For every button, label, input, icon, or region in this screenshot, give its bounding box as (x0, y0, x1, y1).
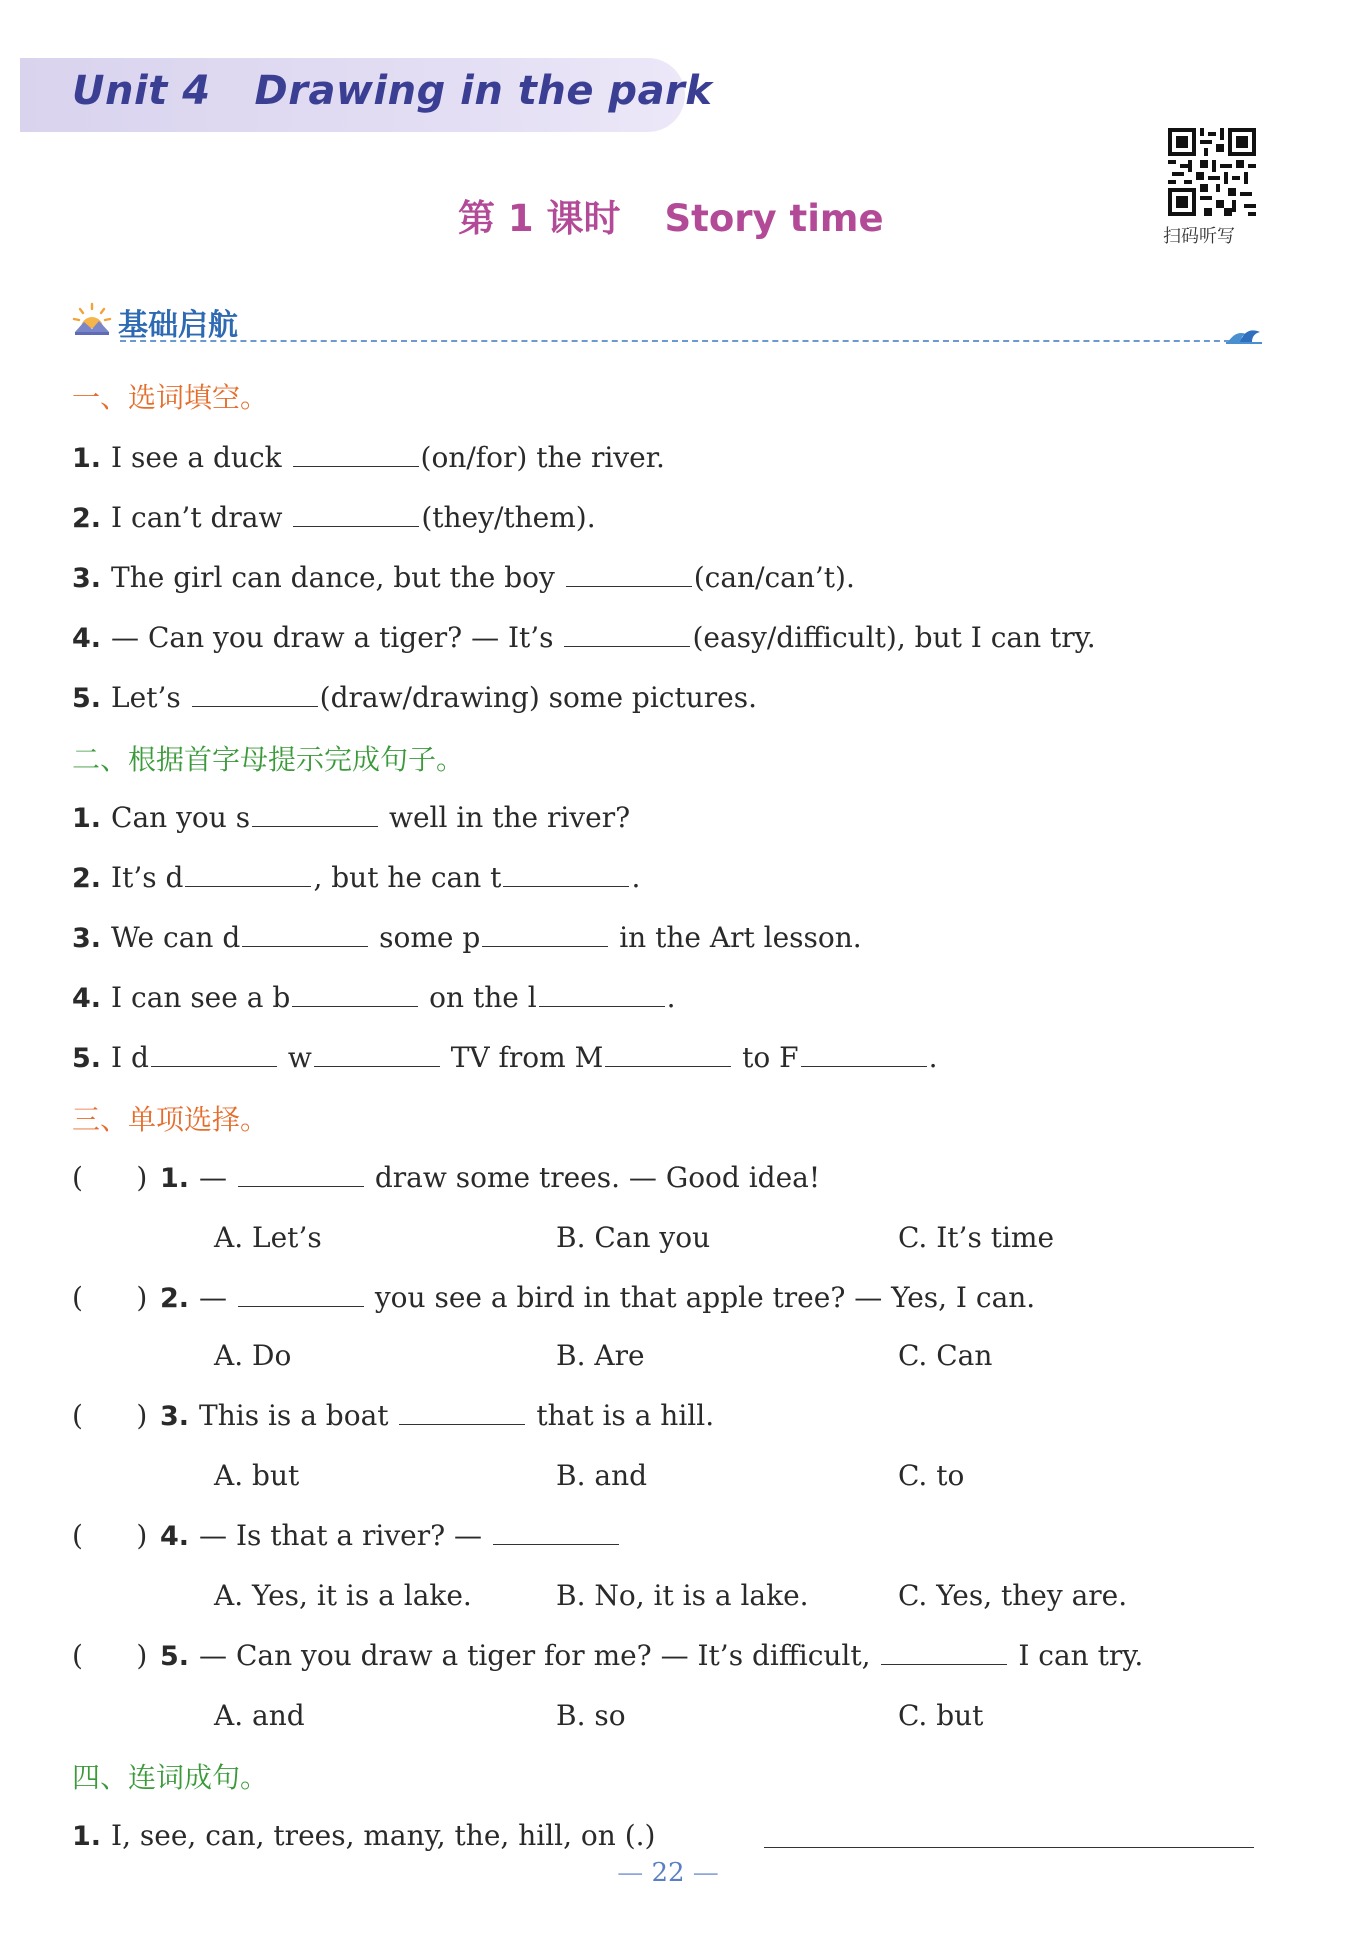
answer-blank[interactable] (503, 885, 629, 887)
part1-question-3 (72, 560, 855, 597)
lesson-name: Story time (664, 197, 884, 240)
part4-question-1 (72, 1818, 655, 1855)
section-divider (120, 340, 1240, 342)
question-number: 2. (72, 503, 102, 534)
question-text: you see a bird in that apple tree? — Yes, I can. (374, 1281, 1036, 1314)
question-text: This is a boat (199, 1399, 389, 1432)
answer-blank[interactable] (293, 525, 419, 527)
answer-blank[interactable] (539, 1005, 665, 1007)
question-text: well in the river? (380, 801, 631, 834)
question-number: 3. (72, 563, 102, 594)
part2-question-5 (72, 1040, 938, 1077)
part2-question-3 (72, 920, 862, 957)
part1-question-1 (72, 440, 665, 477)
answer-bracket[interactable]: ( ) (72, 1519, 148, 1552)
question-number: 1. (72, 1821, 102, 1852)
question-text: — Can you draw a tiger? — It’s (111, 621, 554, 654)
part3-question-5 (72, 1638, 1143, 1675)
question-text: TV from M (441, 1041, 604, 1074)
wave-icon (1226, 322, 1262, 346)
part1-question-2 (72, 500, 596, 537)
answer-blank[interactable] (801, 1065, 927, 1067)
question-text: (on/for) the river. (420, 441, 665, 474)
option-c[interactable]: C. but (898, 1699, 984, 1732)
answer-blank[interactable] (192, 705, 318, 707)
answer-blank[interactable] (151, 1065, 277, 1067)
option-b[interactable]: B. No, it is a lake. (556, 1579, 809, 1612)
question-text: some p (370, 921, 481, 954)
part3-question-4 (72, 1518, 621, 1555)
page-number: — 22 — (617, 1858, 719, 1888)
question-text: , but he can t (313, 861, 502, 894)
option-b[interactable]: B. so (556, 1699, 626, 1732)
option-a[interactable]: A. Yes, it is a lake. (214, 1579, 472, 1612)
answer-blank[interactable] (605, 1065, 731, 1067)
answer-blank[interactable] (238, 1305, 364, 1307)
question-number: 4. (72, 983, 102, 1014)
question-text: (draw/drawing) some pictures. (319, 681, 757, 714)
part2-heading: 二、根据首字母提示完成句子。 (72, 743, 465, 776)
option-c[interactable]: C. Yes, they are. (898, 1579, 1128, 1612)
page-number-value: 22 (651, 1858, 685, 1888)
option-a[interactable]: A. and (214, 1699, 305, 1732)
answer-blank[interactable] (242, 945, 368, 947)
answer-blank[interactable] (292, 1005, 418, 1007)
question-text: Let’s (111, 681, 181, 714)
qr-code-icon[interactable] (1168, 128, 1256, 216)
question-number: 3. (72, 923, 102, 954)
option-b[interactable]: B. Can you (556, 1221, 711, 1254)
unit-name: Drawing in the park (254, 68, 713, 114)
question-number: 3. (160, 1401, 190, 1432)
option-c[interactable]: C. to (898, 1459, 965, 1492)
question-number: 2. (72, 863, 102, 894)
part2-question-1 (72, 800, 630, 837)
answer-blank[interactable] (314, 1065, 440, 1067)
answer-blank[interactable] (293, 465, 419, 467)
part1-question-4 (72, 620, 1096, 657)
question-text: in the Art lesson. (610, 921, 862, 954)
answer-blank[interactable] (482, 945, 608, 947)
answer-blank[interactable] (185, 885, 311, 887)
question-text: . (666, 981, 676, 1014)
question-text: . (928, 1041, 938, 1074)
question-text: The girl can dance, but the boy (111, 561, 555, 594)
lesson-label: 第 1 课时 (458, 197, 621, 240)
question-text: (easy/difficult), but I can try. (692, 621, 1096, 654)
answer-blank[interactable] (881, 1663, 1007, 1665)
answer-blank[interactable] (252, 825, 378, 827)
part3-question-3 (72, 1398, 714, 1435)
part4-heading: 四、连词成句。 (72, 1761, 269, 1794)
part1-heading: 一、选词填空。 (72, 381, 269, 414)
answer-bracket[interactable]: ( ) (72, 1161, 148, 1194)
answer-bracket[interactable]: ( ) (72, 1399, 148, 1432)
question-text: We can d (111, 921, 241, 954)
question-text: — Is that a river? — (199, 1519, 483, 1552)
question-text: I see a duck (111, 441, 282, 474)
answer-line[interactable] (764, 1846, 1254, 1848)
part3-heading: 三、单项选择。 (72, 1103, 269, 1136)
answer-blank[interactable] (564, 645, 690, 647)
section-heading (72, 298, 1262, 348)
option-b[interactable]: B. and (556, 1459, 648, 1492)
question-number: 2. (160, 1283, 190, 1314)
option-a[interactable]: A. Do (214, 1339, 292, 1372)
option-c[interactable]: C. Can (898, 1339, 993, 1372)
option-a[interactable]: A. Let’s (214, 1221, 322, 1254)
answer-bracket[interactable]: ( ) (72, 1281, 148, 1314)
section-title: 基础启航 (118, 308, 238, 343)
question-text: Can you s (111, 801, 251, 834)
question-number: 1. (72, 443, 102, 474)
part1-question-5 (72, 680, 757, 717)
part3-question-1 (72, 1160, 820, 1197)
question-number: 1. (160, 1163, 190, 1194)
option-a[interactable]: A. but (214, 1459, 300, 1492)
question-text: I can’t draw (111, 501, 283, 534)
answer-blank[interactable] (238, 1185, 364, 1187)
qr-label: 扫码听写 (1163, 226, 1235, 247)
question-text: — (199, 1161, 228, 1194)
question-text: that is a hill. (536, 1399, 715, 1432)
question-text: I can see a b (111, 981, 291, 1014)
question-text: I d (111, 1041, 149, 1074)
question-text: w (278, 1041, 312, 1074)
question-number: 5. (72, 1043, 102, 1074)
answer-blank[interactable] (399, 1423, 525, 1425)
question-text: on the l (420, 981, 537, 1014)
answer-blank[interactable] (493, 1543, 619, 1545)
question-text: . (631, 861, 641, 894)
part3-question-2 (72, 1280, 1035, 1317)
option-b[interactable]: B. Are (556, 1339, 645, 1372)
part2-question-4 (72, 980, 676, 1017)
unit-label: Unit 4 (72, 68, 211, 114)
question-text: I can try. (1018, 1639, 1144, 1672)
question-text: to F (733, 1041, 799, 1074)
option-c[interactable]: C. It’s time (898, 1221, 1055, 1254)
part2-question-2 (72, 860, 640, 897)
question-text: (can/can’t). (693, 561, 855, 594)
question-text: — (199, 1281, 228, 1314)
question-text: draw some trees. — Good idea! (374, 1161, 821, 1194)
question-text: (they/them). (421, 501, 596, 534)
sunrise-icon (72, 302, 112, 340)
question-text: — Can you draw a tiger for me? — It’s difficult, (199, 1639, 871, 1672)
question-number: 1. (72, 803, 102, 834)
answer-bracket[interactable]: ( ) (72, 1639, 148, 1672)
question-number: 5. (72, 683, 102, 714)
question-text: It’s d (111, 861, 184, 894)
question-number: 4. (72, 623, 102, 654)
lesson-title (458, 188, 884, 242)
question-number: 4. (160, 1521, 190, 1552)
question-text: I, see, can, trees, many, the, hill, on (.) (111, 1819, 656, 1852)
question-number: 5. (160, 1641, 190, 1672)
unit-title (72, 68, 712, 114)
answer-blank[interactable] (566, 585, 692, 587)
